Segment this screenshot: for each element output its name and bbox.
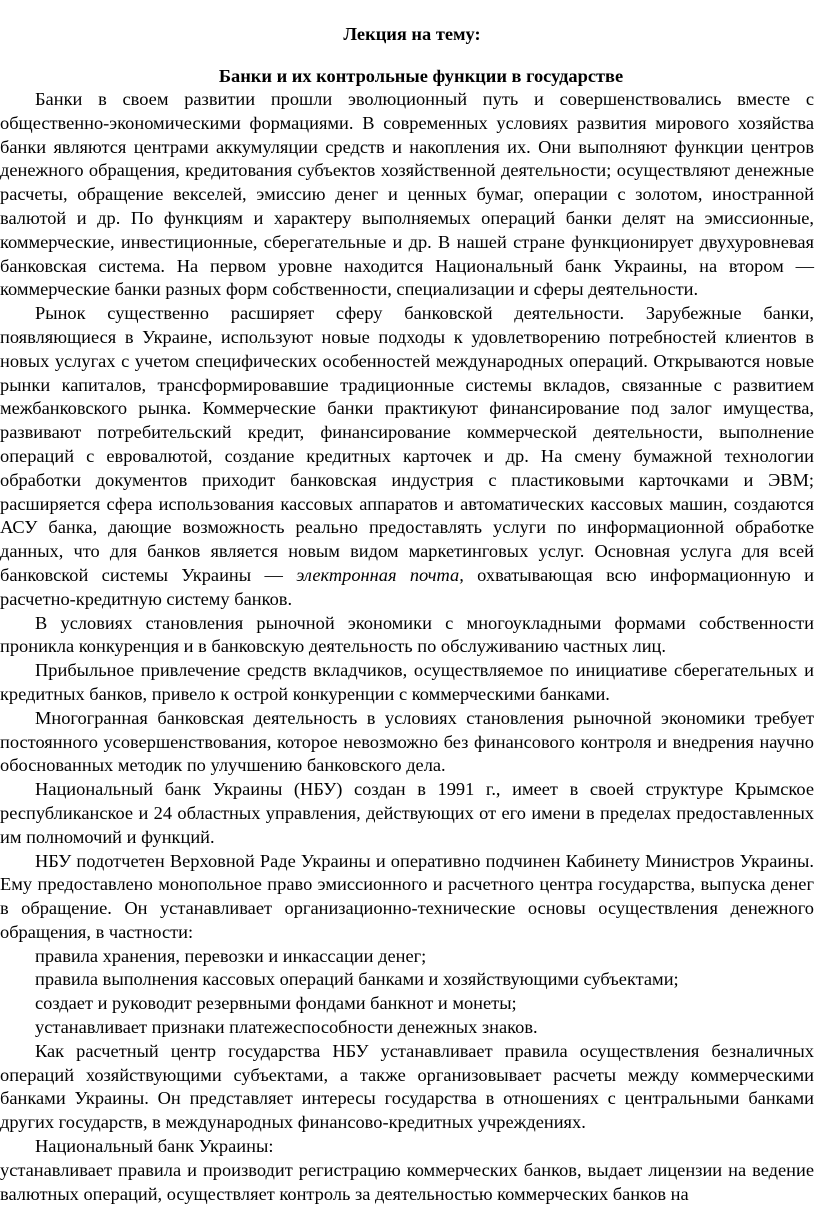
paragraph-7: НБУ подотчетен Верховной Раде Украины и оперативно подчинен Кабинету Министров Украины. Ему предоставлено монопольное право эмиссионного и расчетного центра государства, выпуска денег в обращение. Он устанавливает организационно-технические основы осуществления денежного обращения, в частности: xyxy=(0,850,814,942)
list-item: создает и руководит резервными фондами банкнот и монеты; xyxy=(35,993,517,1014)
paragraph-3: В условиях становления рыночной экономики с многоукладными формами собственности проникла конкуренция и в банковскую деятельность по обслуживанию частных лиц. xyxy=(0,612,814,657)
paragraph-9: Национальный банк Украины: xyxy=(35,1136,274,1157)
paragraph-8: Как расчетный центр государства НБУ устанавливает правила осуществления безналичных операций хозяйствующими субъектами, а также организовывает расчеты между коммерческими банками Украины. Он представляет интересы государства в отношениях с центральными банками других государств, в международных финансово-кредитных учреждениях. xyxy=(0,1040,814,1133)
paragraph-2-text-b: охватывающая всю информационную и расчетно-кредитную систему банков. xyxy=(0,564,814,609)
lecture-heading: Лекция на тему: xyxy=(343,24,481,44)
list-item: правила выполнения кассовых операций банками и хозяйствующими субъектами; xyxy=(35,969,679,990)
paragraph-1: Банки в своем развитии прошли эволюционный путь и совершенствовались вместе с общественно-экономическими формациями. В современных условиях развития мирового хозяйства банки являются центрами аккумуляции средств и накопления их. Они выполняют функции центров денежного обращения, кредитования субъектов хозяйственной деятельности; осуществляют денежные расчеты, обращение векселей, эмиссию денег и ценных бумаг, операции с золотом, иностранной валютой и др. По функциям и характеру выполняемых операций банки делят на эмиссионные, коммерческие, инвестиционные, сберегательные и др. В нашей стране функционирует двухуровневая банковская система. На первом уровне находится Национальный банк Украины, на втором — коммерческие банки разных форм собственности, специализации и сферы деятельности. xyxy=(0,89,814,300)
list-item: правила хранения, перевозки и инкассации денег; xyxy=(35,945,427,966)
paragraph-2 xyxy=(0,302,816,611)
paragraph-6: Национальный банк Украины (НБУ) создан в 1991 г., имеет в своей структуре Крымское республиканское и 24 областных управления, действующих от его имени в пределах предоставленных им полномочий и функций. xyxy=(0,779,814,847)
paragraph-2-italic: электронная почта, xyxy=(296,564,464,585)
paragraph-2-text-a: Рынок существенно расширяет сферу банковской деятельности. Зарубежные банки, появляющиеся в Украине, используют новые подходы к удовлетворению потребностей клиентов в новых услугах с учетом специфических особенностей международных операций. Открываются новые рынки капиталов, трансформировавшие традиционные системы вкладов, связанные с развитием межбанковского рынка. Коммерческие банки практикуют финансирование под залог имущества, развивают потребительский кредит, финансирование коммерческой деятельности, выполнение операций с евровалютой, создание кредитных карточек и др. На смену бумажной технологии обработки документов приходит банковская индустрия с пластиковыми карточками и ЭВМ; расширяется сфера использования кассовых аппаратов и автоматических кассовых машин, создаются АСУ банка, дающие возможность реально предоставлять услуги по информационной обработке данных, что для банков является новым видом маркетинговых услуг. Основная услуга для всей банковской системы Украины — xyxy=(0,303,814,585)
paragraph-4: Прибыльное привлечение средств вкладчиков, осуществляемое по инициативе сберегательных и кредитных банков, привело к острой конкуренции с коммерческими банками. xyxy=(0,660,814,704)
paragraph-5: Многогранная банковская деятельность в условиях становления рыночной экономики требует постоянного усовершенствования, которое невозможно без финансового контроля и внедрения научно обоснованных методик по улучшению банковского дела. xyxy=(0,707,814,776)
lecture-title: Банки и их контрольные функции в государстве xyxy=(218,66,624,86)
list-item: устанавливает признаки платежеспособности денежных знаков. xyxy=(35,1017,538,1038)
paragraph-10: устанавливает правила и производит регистрацию коммерческих банков, выдает лицензии на ведение валютных операций, осуществляет контроль за деятельностью коммерческих банков на xyxy=(0,1159,814,1204)
